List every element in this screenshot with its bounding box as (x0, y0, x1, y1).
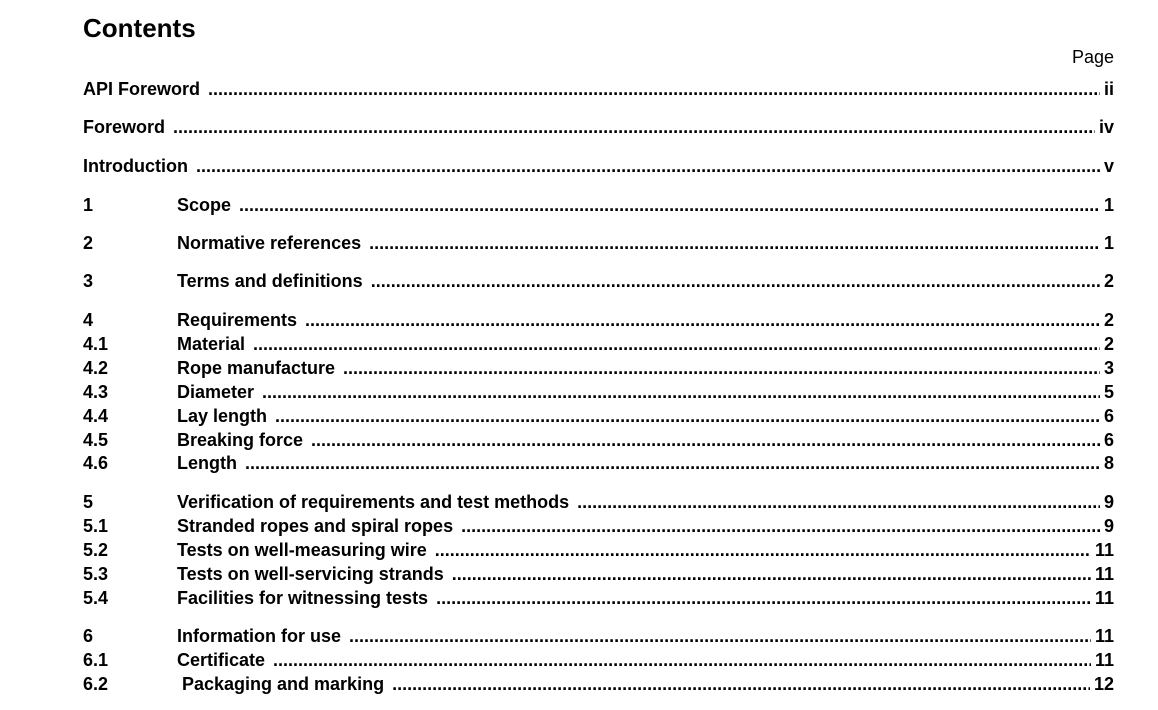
toc-page-number: v (1103, 156, 1114, 176)
toc-number: 6.2 (83, 674, 109, 694)
dot-leader (392, 673, 1090, 695)
toc-entry-introduction[interactable] (83, 155, 1114, 177)
toc-title: Facilities for witnessing tests (177, 588, 429, 608)
toc-page-number: 12 (1093, 674, 1114, 694)
toc-page-number: 6 (1103, 406, 1114, 426)
dot-leader (253, 333, 1100, 355)
dot-leader (461, 515, 1100, 537)
toc-page-number: 3 (1103, 358, 1114, 378)
toc-title: Tests on well-servicing strands (177, 564, 444, 584)
dot-leader (452, 563, 1091, 585)
toc-entry-1[interactable] (83, 194, 1114, 216)
toc-page-number: 2 (1103, 310, 1114, 330)
toc-title: Material (177, 334, 246, 354)
toc-page-number: 1 (1103, 195, 1114, 215)
dot-leader (435, 539, 1091, 561)
toc-title: Stranded ropes and spiral ropes (177, 516, 454, 536)
toc-entry-6-1[interactable] (83, 649, 1114, 671)
dot-leader (275, 405, 1100, 427)
toc-page-number: ii (1103, 79, 1114, 99)
toc-entry-6-2[interactable] (83, 673, 1114, 695)
toc-number: 5.1 (83, 516, 109, 536)
toc-entry-5-4[interactable] (83, 587, 1114, 609)
toc-title: Length (177, 453, 237, 473)
page-title: Contents (83, 13, 196, 43)
toc-title: Terms and definitions (177, 271, 363, 291)
toc-title: Information for use (177, 626, 342, 646)
dot-leader (311, 429, 1100, 451)
toc-number: 5 (83, 492, 94, 512)
toc-page-number: 9 (1103, 492, 1114, 512)
dot-leader (262, 381, 1100, 403)
dot-leader (208, 78, 1100, 100)
dot-leader (349, 625, 1091, 647)
toc-page-number: 11 (1094, 540, 1114, 560)
toc-title: Verification of requirements and test methods (177, 492, 570, 512)
toc-number: 4.5 (83, 430, 109, 450)
toc-entry-4-6[interactable] (83, 452, 1114, 474)
dot-leader (245, 452, 1100, 474)
toc-title: Requirements (177, 310, 298, 330)
toc-number: 4.6 (83, 453, 109, 473)
toc-page-number: 11 (1094, 626, 1114, 646)
toc-page-number: 11 (1094, 588, 1114, 608)
toc-title: Breaking force (177, 430, 304, 450)
toc-page-number: 11 (1094, 650, 1114, 670)
toc-number: 5.3 (83, 564, 109, 584)
toc-page-number: 1 (1103, 233, 1114, 253)
toc-title: API Foreword (83, 79, 201, 99)
toc-title: Scope (177, 195, 232, 215)
toc-number: 4.4 (83, 406, 109, 426)
toc-page-number: iv (1098, 117, 1114, 137)
toc-number: 5.2 (83, 540, 109, 560)
page-column-label: Page (1071, 47, 1114, 67)
toc-title: Diameter (177, 382, 255, 402)
toc-number: 1 (83, 195, 94, 215)
toc-page-number: 8 (1103, 453, 1114, 473)
dot-leader (343, 357, 1100, 379)
toc-entry-4-3[interactable] (83, 381, 1114, 403)
toc-title: Foreword (83, 117, 166, 137)
toc-number: 2 (83, 233, 94, 253)
toc-entry-2[interactable] (83, 232, 1114, 254)
toc-entry-6[interactable] (83, 625, 1114, 647)
dot-leader (371, 270, 1100, 292)
dot-leader (577, 491, 1100, 513)
toc-page-number: 11 (1094, 564, 1114, 584)
dot-leader (273, 649, 1091, 671)
toc-entry-5-1[interactable] (83, 515, 1114, 537)
dot-leader (239, 194, 1100, 216)
toc-number: 6.1 (83, 650, 109, 670)
toc-entry-3[interactable] (83, 270, 1114, 292)
toc-number: 4 (83, 310, 94, 330)
toc-title: Introduction (83, 156, 188, 176)
dot-leader (173, 116, 1095, 138)
toc-page-number: 5 (1103, 382, 1114, 402)
toc-entry-5-2[interactable] (83, 539, 1114, 561)
toc-title: Tests on well-measuring wire (177, 540, 427, 560)
toc-number: 6 (83, 626, 94, 646)
toc-title: Rope manufacture (177, 358, 336, 378)
toc-number: 4.3 (83, 382, 109, 402)
toc-number: 4.1 (83, 334, 109, 354)
toc-page-number: 6 (1103, 430, 1114, 450)
toc-entry-4-2[interactable] (83, 357, 1114, 379)
toc-entry-5-3[interactable] (83, 563, 1114, 585)
toc-title: Normative references (177, 233, 362, 253)
toc-title: Packaging and marking (177, 674, 385, 694)
toc-entry-foreword[interactable] (83, 116, 1114, 138)
dot-leader (305, 309, 1100, 331)
toc-number: 5.4 (83, 588, 109, 608)
toc-entry-api-foreword[interactable] (83, 78, 1114, 100)
toc-page-number: 9 (1103, 516, 1114, 536)
toc-title: Certificate (177, 650, 266, 670)
toc-title: Lay length (177, 406, 268, 426)
toc-entry-4-5[interactable] (83, 429, 1114, 451)
toc-entry-4-1[interactable] (83, 333, 1114, 355)
toc-entry-5[interactable] (83, 491, 1114, 513)
toc-number: 4.2 (83, 358, 109, 378)
toc-page-number: 2 (1103, 334, 1114, 354)
dot-leader (369, 232, 1100, 254)
toc-entry-4[interactable] (83, 309, 1114, 331)
toc-page-number: 2 (1103, 271, 1114, 291)
dot-leader (436, 587, 1091, 609)
dot-leader (196, 155, 1100, 177)
toc-entry-4-4[interactable] (83, 405, 1114, 427)
toc-number: 3 (83, 271, 94, 291)
